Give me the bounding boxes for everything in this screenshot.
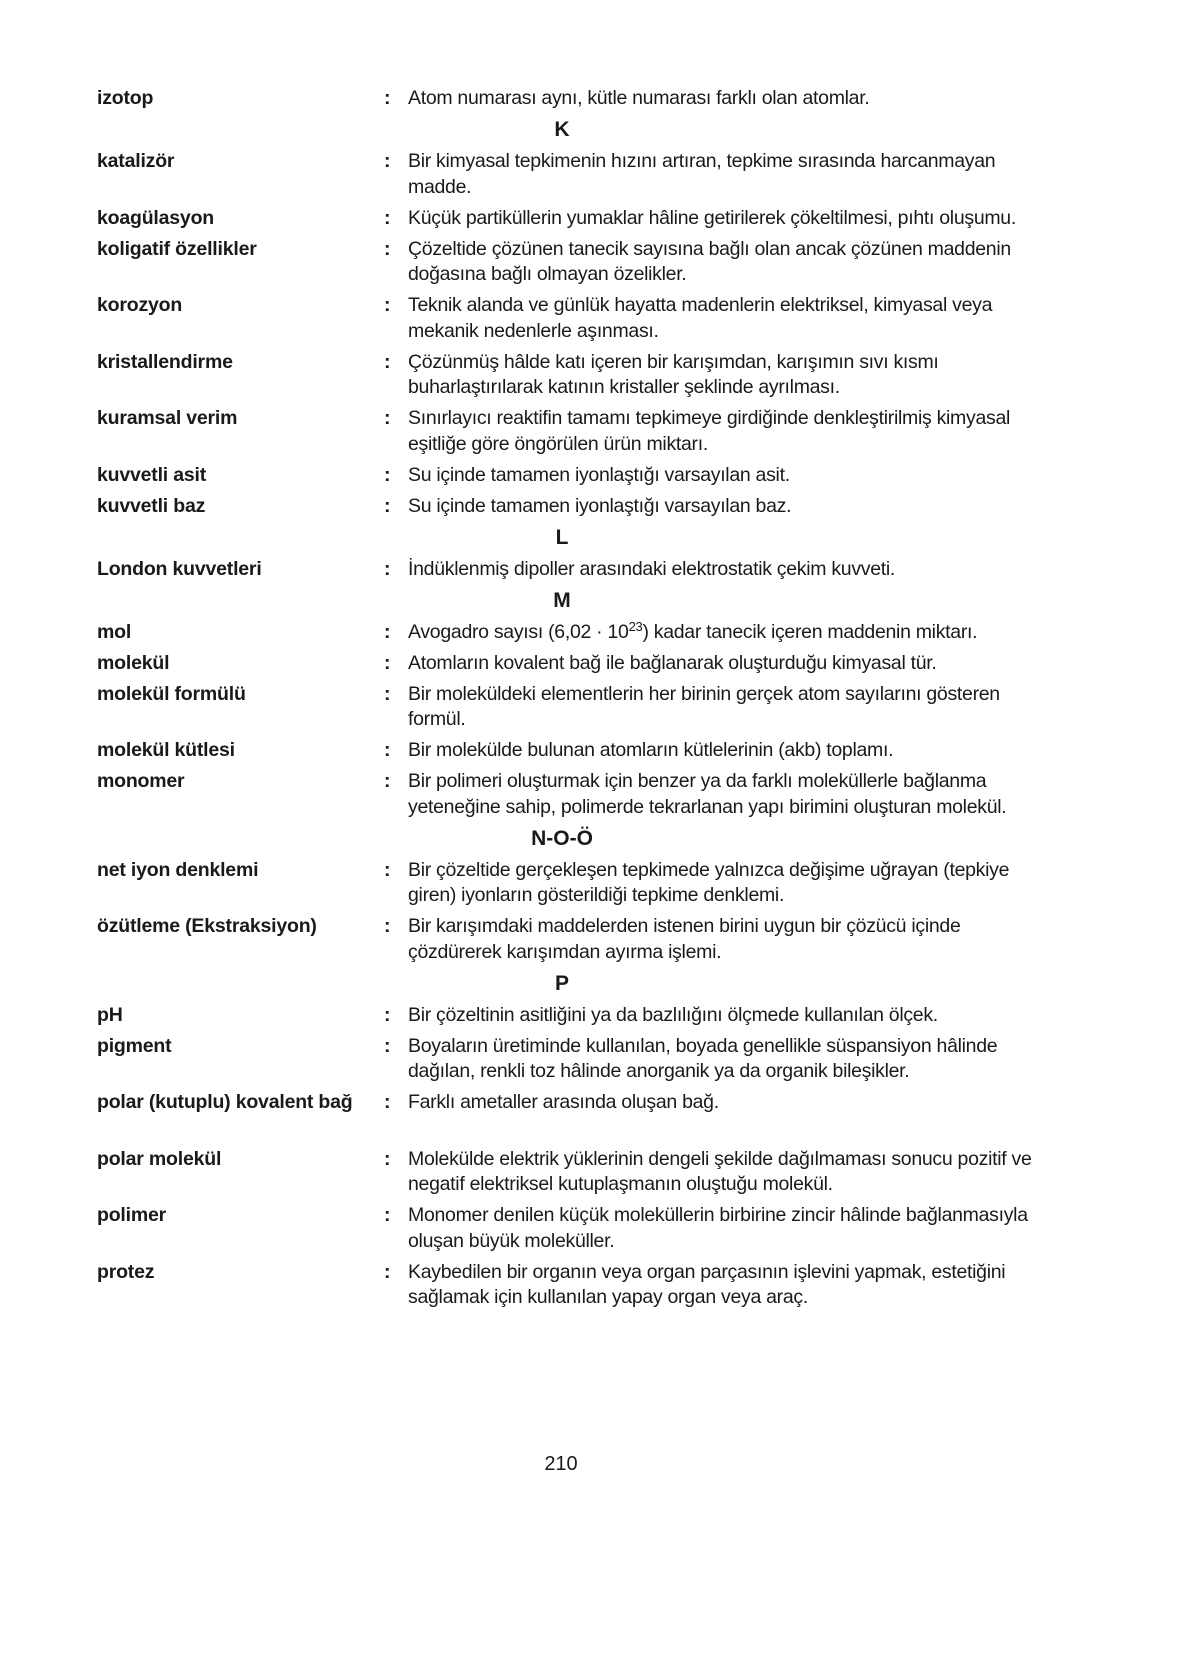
separator: : (384, 463, 391, 486)
glossary-entry-kuramsal-verim (97, 406, 1087, 457)
separator: : (384, 915, 391, 937)
glossary-entry-ozutleme (97, 914, 1087, 965)
separator: : (384, 739, 391, 761)
glossary-entry-polar-kovalent-bag (97, 1090, 1087, 1116)
glossary-list (97, 86, 1087, 1316)
term: mol (97, 620, 132, 643)
glossary-entry-molekul-kutlesi (97, 738, 1087, 764)
term: koagülasyon (97, 206, 214, 229)
definition: Su içinde tamamen iyonlaştığı varsayılan baz. (408, 494, 792, 517)
definition: Bir karışımdaki maddelerden istenen birini uygun bir çözücü içinde çözdürerek karışımdan ayırma işlemi. (408, 915, 961, 963)
section-heading-n-o-o (97, 826, 1027, 852)
separator: : (384, 1147, 391, 1170)
term: net iyon denklemi (97, 858, 259, 881)
glossary-entry-polimer (97, 1203, 1087, 1254)
term: izotop (97, 87, 154, 109)
definition-text: Avogadro sayısı (6,02 · 10 (408, 620, 629, 643)
definition: Su içinde tamamen iyonlaştığı varsayılan asit. (408, 463, 790, 486)
section-letter: M (553, 588, 571, 612)
term: polimer (97, 1204, 167, 1226)
definition: Monomer denilen küçük moleküllerin birbirine zincir hâlinde bağlanmasıyla oluşan büyük moleküller. (408, 1204, 1028, 1252)
separator: : (384, 206, 391, 229)
separator: : (384, 1091, 391, 1113)
glossary-entry-net-iyon-denklemi (97, 858, 1087, 909)
page-number: 210 (544, 1453, 578, 1475)
separator: : (384, 87, 391, 109)
term: molekül formülü (97, 682, 246, 705)
separator: : (384, 237, 391, 260)
definition: Bir moleküldeki elementlerin her birinin gerçek atom sayılarını gösteren formül. (408, 682, 1000, 730)
separator: : (384, 350, 391, 373)
term: London kuvvetleri (97, 557, 262, 580)
term: kuramsal verim (97, 407, 238, 429)
definition-text: ) kadar tanecik içeren maddenin miktarı. (642, 620, 978, 643)
glossary-entry-molekul-formulu (97, 682, 1087, 733)
definition: Kaybedilen bir organın veya organ parçasının işlevini yapmak, estetiğini sağlamak için kullanılan yapay organ veya araç. (408, 1260, 1006, 1308)
glossary-entry-london-kuvvetleri (97, 557, 1087, 583)
definition: İndüklenmiş dipoller arasındaki elektrostatik çekim kuvveti. (408, 557, 896, 580)
term: kuvvetli asit (97, 463, 207, 486)
separator: : (384, 557, 391, 580)
term: pH (97, 1003, 123, 1026)
separator: : (384, 770, 391, 792)
term: koligatif özellikler (97, 237, 257, 260)
glossary-entry-ph (97, 1003, 1087, 1029)
definition: Teknik alanda ve günlük hayatta madenlerin elektriksel, kimyasal veya mekanik nedenlerle aşınması. (408, 294, 993, 342)
glossary-entry-korozyon (97, 293, 1087, 344)
section-letter: P (554, 971, 569, 995)
definition: Bir kimyasal tepkimenin hızını artıran, tepkime sırasında harcanmayan madde. (408, 150, 996, 198)
exponent: 23 (628, 618, 643, 634)
section-letter: N-O-Ö (531, 826, 593, 850)
definition: Çözünmüş hâlde katı içeren bir karışımdan, karışımın sıvı kısmı buharlaştırılarak katının kristaller şeklinde ayrılması. (408, 350, 939, 398)
definition: Çözeltide çözünen tanecik sayısına bağlı olan ancak çözünen maddenin doğasına bağlı olmayan özelikler. (408, 237, 1011, 285)
separator: : (384, 1260, 391, 1283)
definition: Bir çözeltinin asitliğini ya da bazlılığını ölçmede kullanılan ölçek. (408, 1003, 938, 1026)
term: korozyon (97, 294, 183, 316)
definition (408, 620, 1048, 646)
glossary-entry-mol (97, 620, 1087, 646)
glossary-entry-katalizor (97, 149, 1087, 200)
definition: Sınırlayıcı reaktifin tamamı tepkimeye girdiğinde denkleştirilmiş kimyasal eşitliğe göre öngörülen ürün miktarı. (408, 407, 1011, 455)
section-heading-m (97, 588, 1027, 614)
separator: : (384, 294, 391, 316)
term: polar molekül (97, 1147, 222, 1170)
separator: : (384, 407, 391, 429)
term: özütleme (Ekstraksiyon) (97, 915, 317, 937)
glossary-entry-kuvvetli-baz (97, 494, 1087, 520)
definition: Atomların kovalent bağ ile bağlanarak oluşturduğu kimyasal tür. (408, 651, 937, 674)
section-letter: K (554, 118, 570, 141)
glossary-entry-koligatif-ozellikler (97, 237, 1087, 288)
term: kuvvetli baz (97, 494, 206, 517)
term: molekül (97, 651, 170, 674)
definition: Farklı ametaller arasında oluşan bağ. (408, 1091, 719, 1113)
separator: : (384, 858, 391, 881)
section-heading-l (97, 525, 1027, 551)
separator: : (384, 150, 391, 172)
glossary-entry-pigment (97, 1034, 1087, 1085)
term: molekül kütlesi (97, 739, 235, 761)
glossary-entry-izotop (97, 86, 1087, 112)
glossary-entry-polar-molekul (97, 1147, 1087, 1198)
separator: : (384, 1034, 391, 1057)
term: katalizör (97, 150, 175, 172)
glossary-entry-koagulasyon (97, 206, 1087, 232)
separator: : (384, 494, 391, 517)
separator: : (384, 620, 391, 643)
definition: Küçük partiküllerin yumaklar hâline getirilerek çökeltilmesi, pıhtı oluşumu. (408, 206, 1016, 229)
glossary-entry-kristallendirme (97, 350, 1087, 401)
separator: : (384, 1003, 391, 1026)
section-letter: L (555, 525, 569, 549)
definition: Molekülde elektrik yüklerinin dengeli şekilde dağılmaması sonucu pozitif ve negatif elektriksel kutuplaşmanın oluştuğu molekül. (408, 1147, 1032, 1195)
glossary-entry-kuvvetli-asit (97, 463, 1087, 489)
term: polar (kutuplu) kovalent bağ (97, 1091, 353, 1113)
term: protez (97, 1260, 155, 1283)
definition: Boyaların üretiminde kullanılan, boyada genellikle süspansiyon hâlinde dağılan, renkli toz hâlinde anorganik ya da organik bileşikler. (408, 1034, 998, 1082)
section-heading-p (97, 971, 1027, 997)
definition: Bir çözeltide gerçekleşen tepkimede yalnızca değişime uğrayan (tepkiye giren) iyonların gösterildiği tepkime denklemi. (408, 858, 1010, 906)
section-heading-k (97, 117, 1027, 143)
definition: Bir polimeri oluşturmak için benzer ya da farklı moleküllerle bağlanma yeteneğine sahip, polimerde tekrarlanan yapı birimini oluşturan molekül. (408, 770, 1007, 818)
glossary-entry-monomer (97, 769, 1087, 820)
separator: : (384, 651, 391, 674)
definition: Atom numarası aynı, kütle numarası farklı olan atomlar. (408, 87, 870, 109)
separator: : (384, 1204, 391, 1226)
glossary-entry-molekul (97, 651, 1087, 677)
separator: : (384, 682, 391, 705)
glossary-entry-protez (97, 1260, 1087, 1311)
definition: Bir molekülde bulunan atomların kütlelerinin (akb) toplamı. (408, 739, 894, 761)
term: kristallendirme (97, 350, 233, 373)
term: monomer (97, 770, 185, 792)
term: pigment (97, 1034, 172, 1057)
